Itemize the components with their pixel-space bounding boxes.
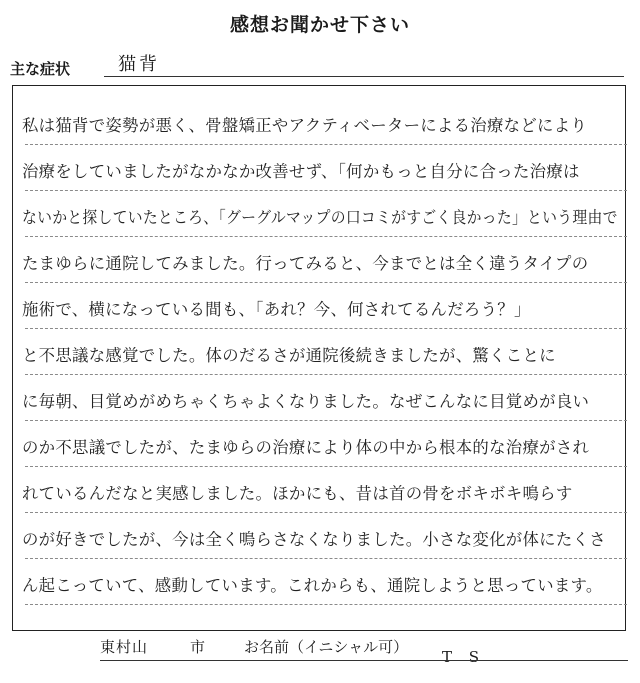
handwritten-line-6: と不思議な感覚でした。体のだるさが通院後続きましたが、驚くことに <box>22 346 556 365</box>
city-value: 東村山 <box>100 638 149 656</box>
symptom-value: 猫背 <box>118 54 160 75</box>
ruled-line <box>25 236 627 237</box>
ruled-line <box>25 512 627 513</box>
handwritten-line-11: ん起こっていて、感動しています。これからも、通院しようと思っています。 <box>22 576 603 595</box>
ruled-line <box>25 282 627 283</box>
name-value: T S <box>442 648 486 666</box>
handwritten-line-3: ないかと探していたところ、「グーグルマップの口コミがすごく良かった」という理由で <box>22 208 618 227</box>
name-label: お名前（イニシャル可） <box>244 638 409 656</box>
city-suffix: 市 <box>190 638 206 656</box>
ruled-line <box>25 374 627 375</box>
ruled-line <box>25 558 627 559</box>
handwritten-line-7: に毎朝、目覚めがめちゃくちゃよくなりました。なぜこんなに目覚めが良い <box>22 392 590 411</box>
ruled-line <box>25 604 627 605</box>
ruled-line <box>25 144 627 145</box>
handwritten-line-5: 施術で、横になっている間も、「あれ？今、何されてるんだろう？」 <box>22 300 531 319</box>
ruled-line <box>25 190 627 191</box>
form-title: 感想お聞かせ下さい <box>229 14 410 36</box>
ruled-line <box>25 328 627 329</box>
ruled-line <box>25 466 627 467</box>
handwritten-line-4: たまゆらに通院してみました。行ってみると、今までとは全く違うタイプの <box>22 254 589 273</box>
ruled-line <box>25 420 627 421</box>
handwritten-line-1: 私は猫背で姿勢が悪く、骨盤矯正やアクティベーターによる治療などにより <box>22 116 588 135</box>
handwritten-line-8: のか不思議でしたが、たまゆらの治療により体の中から根本的な治療がされ <box>22 438 590 457</box>
symptom-underline <box>104 76 624 77</box>
handwritten-line-2: 治療をしていましたがなかなか改善せず、「何かもっと自分に合った治療は <box>22 162 580 181</box>
footer-underline <box>100 660 628 661</box>
symptom-label: 主な症状 <box>10 60 71 78</box>
handwritten-line-10: のが好きでしたが、今は全く鳴らさなくなりました。小さな変化が体にたくさ <box>22 530 606 549</box>
handwritten-line-9: れているんだなと実感しました。ほかにも、昔は首の骨をボキボキ鳴らす <box>22 484 573 503</box>
